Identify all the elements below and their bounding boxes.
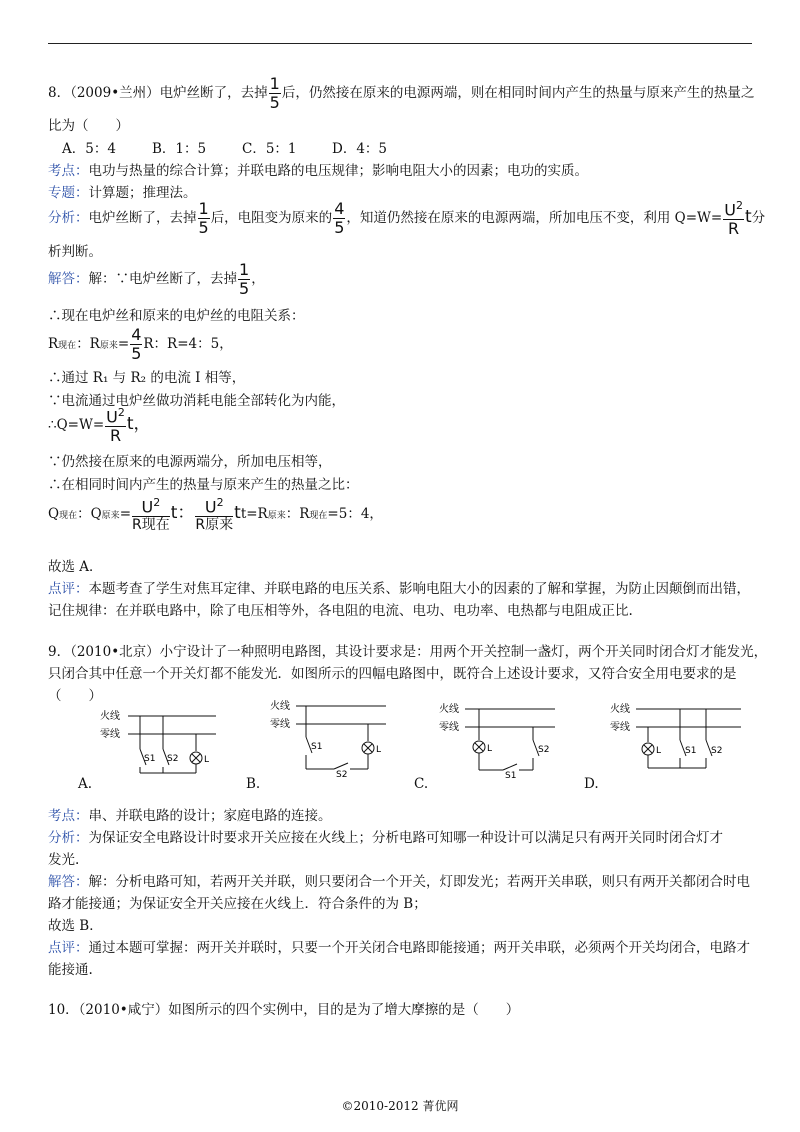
option-a: A．5：4 [62, 141, 116, 157]
circuit-d-label: D. [584, 776, 599, 792]
q8-stem-line1: 8．（2009•兰州）电炉丝断了，去掉 $\frac{1}{5}$ 后，仍然接在原来的电源两端，则在相同时间内产生的热量与原来产生的热量之 [48, 74, 755, 112]
option-d: D．4：5 [332, 141, 388, 157]
q9-guxuan: 故选 B． [48, 918, 103, 934]
neutral-wire-label: 零线 [439, 722, 459, 733]
lamp-label: L [656, 746, 662, 756]
circuit-a-diagram [98, 707, 218, 777]
q8-step6: ∵仍然接在原来的电源两端分，所加电压相等， [48, 454, 332, 470]
q8-step1: ∴现在电炉丝和原来的电炉丝的电阻关系： [48, 308, 305, 324]
q8-step3: ∴通过 R₁ 与 R₂ 的电流 I 相等， [48, 370, 246, 386]
q8-step4: ∵电流通过电炉丝做功消耗电能全部转化为内能， [48, 393, 345, 409]
switch-s2-label: S2 [167, 754, 179, 764]
circuit-a-label: A. [78, 776, 93, 792]
live-wire-label: 火线 [439, 704, 459, 715]
live-wire-label: 火线 [100, 711, 120, 722]
q8-fenxi-line1: 分析：电炉丝断了，去掉 $\frac{1}{5}$ 后，电阻变为原来的 $\frac{4}{5}$ ，知道仍然接在原来的电源两端，所加电压不变，利用 Q=W= $\frac{U^2}{R}$ t分 [48, 199, 766, 239]
switch-s2-label: S2 [336, 770, 348, 777]
q10-stem: 10．（2010•咸宁）如图所示的四个实例中，目的是为了增大摩擦的是（ ） [48, 1002, 520, 1018]
neutral-wire-label: 零线 [100, 729, 120, 740]
neutral-wire-label: 零线 [270, 719, 290, 730]
neutral-wire-label: 零线 [610, 722, 630, 733]
q8-step7: ∴在相同时间内产生的热量与原来产生的热量之比： [48, 477, 359, 493]
q8-zhuanti: 专题：计算题；推理法。 [48, 185, 197, 201]
switch-s1-label: S1 [144, 754, 156, 764]
switch-s1-label: S1 [505, 771, 517, 780]
q8-dianping-line1: 点评：本题考查了学生对焦耳定律、并联电路的电压关系、影响电阻大小的因素的了解和掌握，为防止因颠倒而出错， [48, 581, 750, 597]
circuit-b-label: B. [246, 776, 261, 792]
q9-fenxi-line2: 发光. [48, 852, 80, 868]
lamp-label: L [376, 745, 382, 755]
switch-s1-label: S1 [311, 742, 323, 752]
lamp-label: L [487, 744, 493, 754]
circuit-c-label: C. [414, 776, 429, 792]
q9-dianping-line2: 能接通. [48, 962, 93, 978]
q8-kaodian: 考点：电功与热量的综合计算；并联电路的电压规律；影响电阻大小的因素；电功的实质。 [48, 163, 588, 179]
q8-step8: Q现在：Q原来= $\frac{U^2}{\text{R现在}}$ t： $\frac{U^2}{\text{R原来}}$ tt=R原来：R现在=5：4， [48, 496, 383, 534]
q9-jieda-line1: 解答：解：分析电路可知，若两开关并联，则只要闭合一个开关，灯即发光；若两开关串联，则只有两开关都闭合时电 [48, 874, 750, 890]
q9-kaodian: 考点：串、并联电路的设计；家庭电路的连接。 [48, 808, 332, 824]
switch-s2-label: S2 [538, 745, 550, 755]
q8-step5: ∴Q=W= $\frac{U^2}{R}$ t， [48, 406, 151, 446]
q8-guxuan: 故选 A． [48, 559, 103, 575]
circuit-b-diagram [268, 697, 388, 777]
q8-stem-line2: 比为（ ） [48, 118, 129, 134]
lamp-label: L [204, 755, 210, 765]
q9-dianping-line1: 点评：通过本题可掌握：两开关并联时，只要一个开关闭合电路即能接通；两开关串联，必须两个开关均闭合，电路才 [48, 940, 750, 956]
fraction-one-fifth: $\frac{1}{5}$ [269, 74, 280, 112]
page-footer: ©2010-2012 菁优网 [341, 1099, 459, 1113]
q8-step2: R现在：R原来= $\frac{4}{5}$ R：R=4：5， [48, 325, 233, 363]
circuit-d-diagram [608, 700, 743, 774]
switch-s2-label: S2 [711, 746, 723, 756]
option-b: B．1：5 [152, 141, 207, 157]
header-rule [48, 43, 752, 44]
circuit-c-diagram [437, 700, 557, 780]
q9-jieda-line2: 路才能接通；为保证安全开关应接在火线上．符合条件的为 B； [48, 896, 427, 912]
switch-s1-label: S1 [685, 746, 697, 756]
live-wire-label: 火线 [610, 704, 630, 715]
q9-stem-line2: 只闭合其中任意一个开关灯都不能发光．如图所示的四幅电路图中，既符合上述设计要求，又符合安全用电要求的是 [48, 666, 737, 682]
q9-fenxi-line1: 分析：为保证安全电路设计时要求开关应接在火线上；分析电路可知哪一种设计可以满足只有两开关同时闭合灯才 [48, 830, 723, 846]
live-wire-label: 火线 [270, 701, 290, 712]
q8-options [62, 137, 387, 157]
option-c: C．5：1 [242, 141, 297, 157]
q9-stem-line3: （ ） [48, 688, 102, 704]
q8-fenxi-line2: 析判断。 [48, 244, 102, 260]
q8-dianping-line2: 记住规律：在并联电路中，除了电压相等外，各电阻的电流、电功、电功率、电热都与电阻成正比. [48, 603, 633, 619]
q9-stem-line1: 9．（2010•北京）小宁设计了一种照明电路图，其设计要求是：用两个开关控制一盏灯，两个开关同时闭合灯才能发光， [48, 644, 768, 660]
q8-jieda: 解答：解：∵电炉丝断了，去掉 $\frac{1}{5}$ ， [48, 260, 265, 298]
